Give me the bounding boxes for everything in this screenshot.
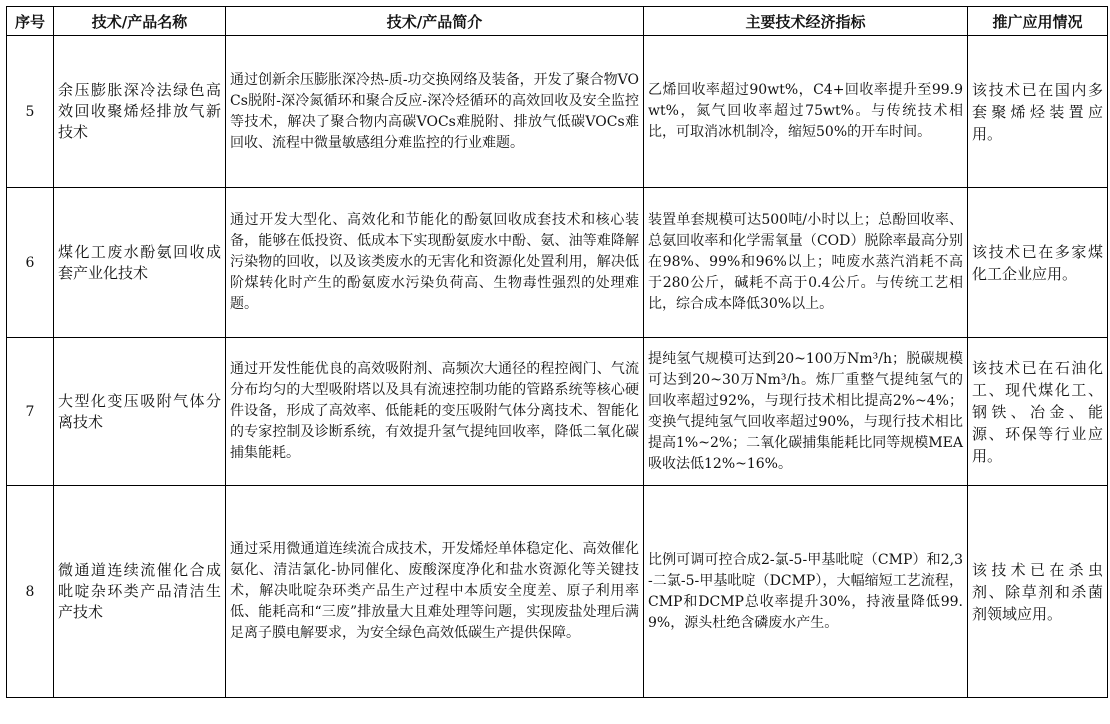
application-status: 该技术已在国内多套聚烯烃装置应用。 (968, 36, 1108, 188)
technology-description: 通过创新余压膨胀深冷热-质-功交换网络及装备，开发了聚合物VOCs脱附-深冷氮循环和聚合反应-深冷烃循环的高效回收及安全监控等技术，解决了聚合物内高碳VOCs难脱附、排放气低碳VOCs难回收、流程中微量敏感组分难监控的行业难题。 (226, 36, 644, 188)
key-indicators: 乙烯回收率超过90wt%，C4+回收率提升至99.9wt%，氮气回收率超过75wt%。与传统技术相比，可取消冰机制冷，缩短50%的开车时间。 (644, 36, 968, 188)
key-indicators: 装置单套规模可达500吨/小时以上；总酚回收率、总氨回收率和化学需氧量（COD）脱除率最高分别在98%、99%和96%以上；吨废水蒸汽消耗不高于280公斤，碱耗不高于0.4公斤。与传统工艺相比，综合成本降低30%以上。 (644, 188, 968, 338)
header-name: 技术/产品名称 (54, 7, 226, 36)
application-status: 该技术已在多家煤化工企业应用。 (968, 188, 1108, 338)
technology-description: 通过采用微通道连续流合成技术，开发烯烃单体稳定化、高效催化氨化、清洁氯化-协同催化、废酸深度净化和盐水资源化等关键技术，解决吡啶杂环类产品生产过程中本质安全度差、原子利用率低、能耗高和“三废”排放量大且难处理等问题，实现废盐处理后满足离子膜电解要求，为安全绿色高效低碳生产提供保障。 (226, 486, 644, 698)
header-indicators: 主要技术经济指标 (644, 7, 968, 36)
table-body (7, 36, 1108, 698)
technology-name: 微通道连续流催化合成吡啶杂环类产品清洁生产技术 (54, 486, 226, 698)
technology-table (6, 6, 1108, 698)
header-application: 推广应用情况 (968, 7, 1108, 36)
header-row (7, 7, 1108, 36)
technology-name: 余压膨胀深冷法绿色高效回收聚烯烃排放气新技术 (54, 36, 226, 188)
key-indicators: 提纯氢气规模可达到20~100万Nm³/h；脱碳规模可达到20~30万Nm³/h。炼厂重整气提纯氢气的回收率超过92%，与现行技术相比提高2%~4%；变换气提纯氢气回收率超过90%，与现行技术相比提高1%~2%；二氧化碳捕集能耗比同等规模MEA吸收法低12%~16%。 (644, 338, 968, 486)
table-row (7, 486, 1108, 698)
header-no: 序号 (7, 7, 54, 36)
application-status: 该技术已在石油化工、现代煤化工、钢铁、冶金、能源、环保等行业应用。 (968, 338, 1108, 486)
row-number: 6 (7, 188, 54, 338)
table-row (7, 188, 1108, 338)
row-number: 5 (7, 36, 54, 188)
technology-description: 通过开发性能优良的高效吸附剂、高频次大通径的程控阀门、气流分布均匀的大型吸附塔以及具有流速控制功能的管路系统等核心硬件设备，形成了高效率、低能耗的变压吸附气体分离技术、智能化的专家控制及诊断系统，有效提升氢气提纯回收率，降低二氧化碳捕集能耗。 (226, 338, 644, 486)
table-header (7, 7, 1108, 36)
technology-name: 大型化变压吸附气体分离技术 (54, 338, 226, 486)
header-desc: 技术/产品简介 (226, 7, 644, 36)
application-status: 该技术已在杀虫剂、除草剂和杀菌剂领域应用。 (968, 486, 1108, 698)
table-row (7, 36, 1108, 188)
technology-description: 通过开发大型化、高效化和节能化的酚氨回收成套技术和核心装备，能够在低投资、低成本下实现酚氨废水中酚、氨、油等难降解污染物的回收，以及该类废水的无害化和资源化处置利用，解决低阶煤转化时产生的酚氨废水污染负荷高、生物毒性强烈的处理难题。 (226, 188, 644, 338)
technology-name: 煤化工废水酚氨回收成套产业化技术 (54, 188, 226, 338)
row-number: 8 (7, 486, 54, 698)
row-number: 7 (7, 338, 54, 486)
table-row (7, 338, 1108, 486)
key-indicators: 比例可调可控合成2-氯-5-甲基吡啶（CMP）和2,3-二氯-5-甲基吡啶（DCMP），大幅缩短工艺流程，CMP和DCMP总收率提升30%，持液量降低99.9%，源头杜绝含磷废水产生。 (644, 486, 968, 698)
